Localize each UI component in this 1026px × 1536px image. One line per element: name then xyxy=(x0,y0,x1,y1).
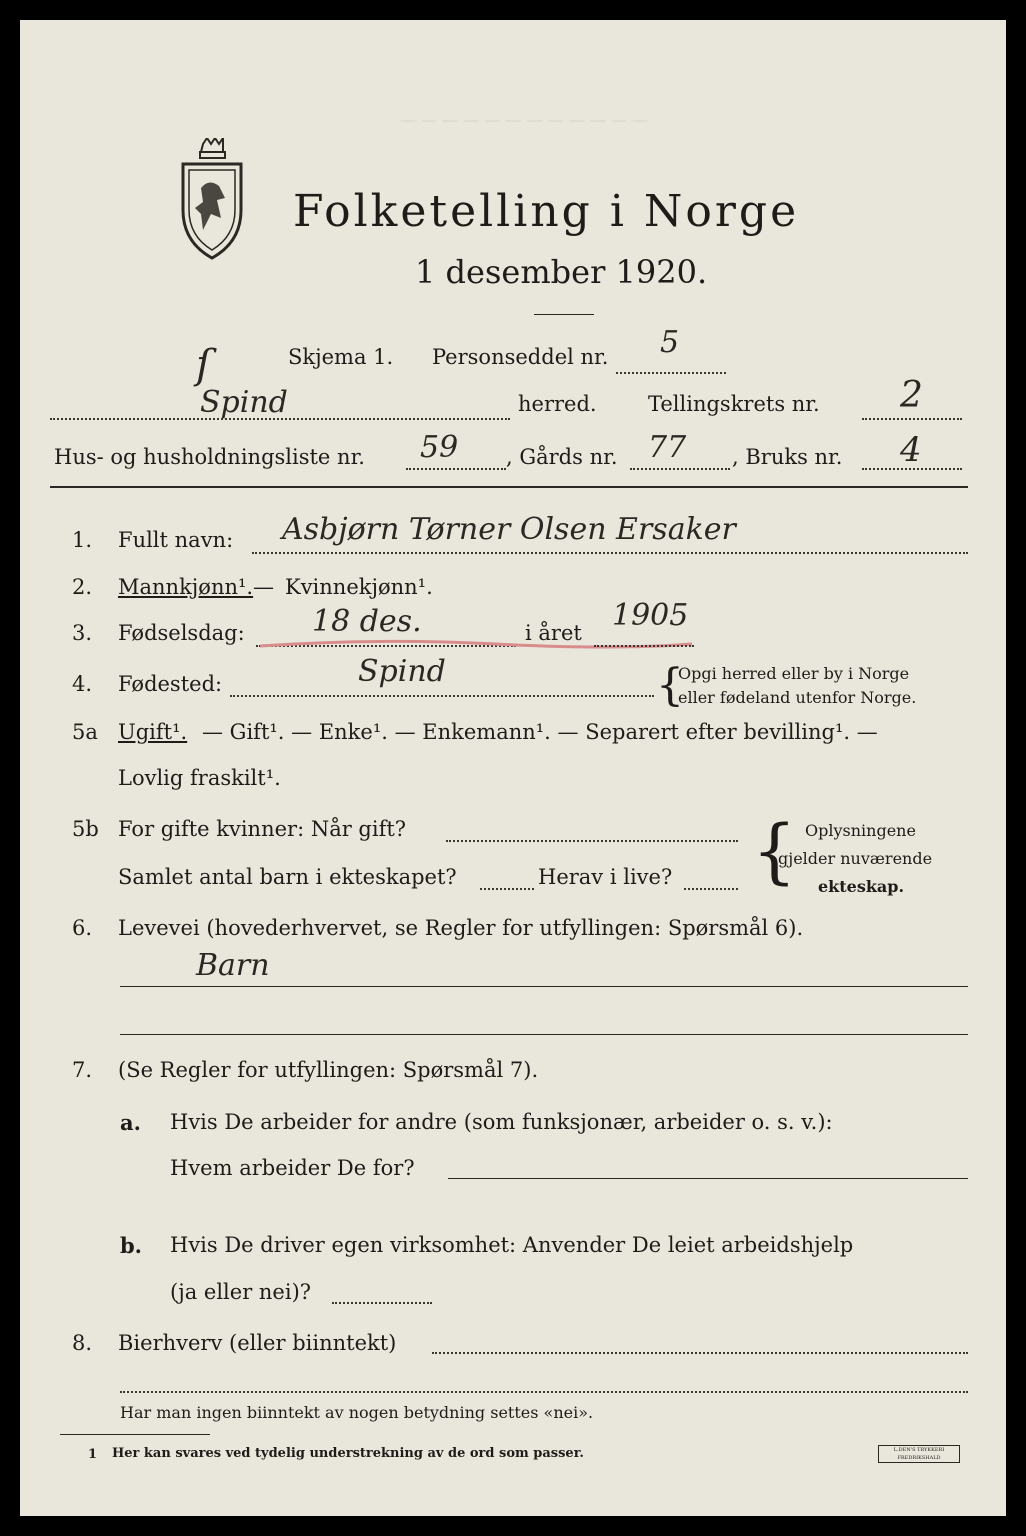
q6-number: 6. xyxy=(72,916,93,940)
q4-label: Fødested: xyxy=(118,672,223,696)
q7a-letter: a. xyxy=(120,1110,141,1135)
personseddel-value: 5 xyxy=(660,325,680,360)
q5b-children-label: Samlet antal barn i ekteskapet? xyxy=(118,865,457,889)
tellingskrets-label: Tellingskrets nr. xyxy=(648,392,820,416)
personseddel-field[interactable] xyxy=(616,372,726,374)
hus-label: Hus- og husholdningsliste nr. xyxy=(54,445,365,469)
q2-number: 2. xyxy=(72,575,93,599)
q4-note-line1: Opgi herred eller by i Norge xyxy=(678,664,910,683)
q1-number: 1. xyxy=(72,528,93,552)
q5a-number: 5a xyxy=(72,720,98,744)
q3-year-value: 1905 xyxy=(612,598,689,633)
q6-line1[interactable] xyxy=(120,986,968,987)
gards-field[interactable] xyxy=(630,468,730,470)
q5b-children-field[interactable] xyxy=(480,888,534,890)
q5b-alive-label: Herav i live? xyxy=(538,865,673,889)
q1-field[interactable] xyxy=(252,552,968,554)
q1-value: Asbjørn Tørner Olsen Ersaker xyxy=(282,512,736,547)
q8-field[interactable] xyxy=(432,1352,968,1354)
q3-number: 3. xyxy=(72,621,93,645)
q7-label: (Se Regler for utfyllingen: Spørsmål 7). xyxy=(118,1058,539,1082)
hus-value: 59 xyxy=(420,430,459,465)
q7b-field[interactable] xyxy=(332,1302,432,1304)
gards-label: , Gårds nr. xyxy=(506,445,618,469)
title-divider xyxy=(534,314,594,315)
q5a-fraskilt-option[interactable]: Lovlig fraskilt¹. xyxy=(118,766,281,790)
q2-female-option[interactable]: Kvinnekjønn¹. xyxy=(285,575,433,599)
q8-number: 8. xyxy=(72,1331,93,1355)
q2-separator: — xyxy=(253,575,274,599)
printer-stamp: L.DEN'S TRYKKERI FREDRIKSHALD xyxy=(878,1445,960,1463)
q7a-text: Hvis De arbeider for andre (som funksjonær, arbeider o. s. v.): xyxy=(170,1110,833,1134)
q3-year-field[interactable] xyxy=(594,645,694,647)
q5b-label: For gifte kvinner: Når gift? xyxy=(118,817,407,841)
hus-field[interactable] xyxy=(406,468,506,470)
tellingskrets-field[interactable] xyxy=(862,418,962,420)
header-rule xyxy=(50,486,968,488)
q4-note-line2: eller fødeland utenfor Norge. xyxy=(678,688,917,707)
q7a-field[interactable] xyxy=(448,1178,968,1179)
q5b-note-line1: Oplysningene xyxy=(805,821,916,840)
herred-label: herred. xyxy=(518,392,597,416)
q4-brace: { xyxy=(656,660,684,711)
q6-label: Levevei (hovederhvervet, se Regler for utfyllingen: Spørsmål 6). xyxy=(118,916,804,940)
q5b-note-line3: ekteskap. xyxy=(818,877,905,896)
q5b-married-field[interactable] xyxy=(446,840,738,842)
q8-label: Bierhverv (eller biinntekt) xyxy=(118,1331,397,1355)
q6-value: Barn xyxy=(196,948,270,983)
bleed-through-text: — — — — — — — — — — — — xyxy=(400,110,648,129)
q7a-text2: Hvem arbeider De for? xyxy=(170,1156,415,1180)
q7b-letter: b. xyxy=(120,1233,142,1258)
q3-value: 18 des. xyxy=(312,604,422,639)
herred-value: Spind xyxy=(200,385,288,420)
census-form-page xyxy=(20,20,1006,1516)
q5a-ugift-option[interactable]: Ugift¹. xyxy=(118,720,188,744)
bruks-field[interactable] xyxy=(862,468,962,470)
q7b-text: Hvis De driver egen virksomhet: Anvender De leiet arbeidshjelp xyxy=(170,1233,854,1257)
tellingskrets-value: 2 xyxy=(900,375,923,416)
q4-field[interactable] xyxy=(230,695,654,697)
gards-value: 77 xyxy=(648,430,687,465)
footnote-text: Her kan svares ved tydelig understrekning av de ord som passer. xyxy=(112,1446,584,1461)
census-date: 1 desember 1920. xyxy=(415,253,708,291)
q5b-number: 5b xyxy=(72,817,99,841)
q5a-other-options[interactable]: — Gift¹. — Enke¹. — Enkemann¹. — Separert efter bevilling¹. — xyxy=(202,720,878,744)
q3-year-label: i året xyxy=(525,621,582,645)
footnote-mark: 1 xyxy=(88,1447,98,1462)
q6-line2[interactable] xyxy=(120,1034,968,1035)
footnote-rule xyxy=(60,1434,210,1435)
form-title: Folketelling i Norge xyxy=(293,186,800,237)
q7b-text2: (ja eller nei)? xyxy=(170,1280,312,1304)
bruks-label: , Bruks nr. xyxy=(732,445,843,469)
q5b-note-line2: gjelder nuværende xyxy=(778,849,933,868)
q7-number: 7. xyxy=(72,1058,93,1082)
q5b-brace: { xyxy=(752,810,797,892)
herred-field[interactable] xyxy=(50,418,510,420)
handwritten-mark: ſ xyxy=(196,342,211,388)
nei-instruction: Har man ingen biinntekt av nogen betydning settes «nei». xyxy=(120,1403,594,1422)
q4-number: 4. xyxy=(72,672,93,696)
q5b-alive-field[interactable] xyxy=(684,888,738,890)
q2-male-option[interactable]: Mannkjønn¹. xyxy=(118,575,254,599)
q3-label: Fødselsdag: xyxy=(118,621,245,645)
skjema-label: Skjema 1. xyxy=(288,345,394,369)
q8-field-line2[interactable] xyxy=(120,1391,968,1393)
coat-of-arms-icon xyxy=(173,138,251,266)
q4-value: Spind xyxy=(358,654,446,689)
bruks-value: 4 xyxy=(900,430,922,470)
personseddel-label: Personseddel nr. xyxy=(432,345,609,369)
q1-label: Fullt navn: xyxy=(118,528,234,552)
